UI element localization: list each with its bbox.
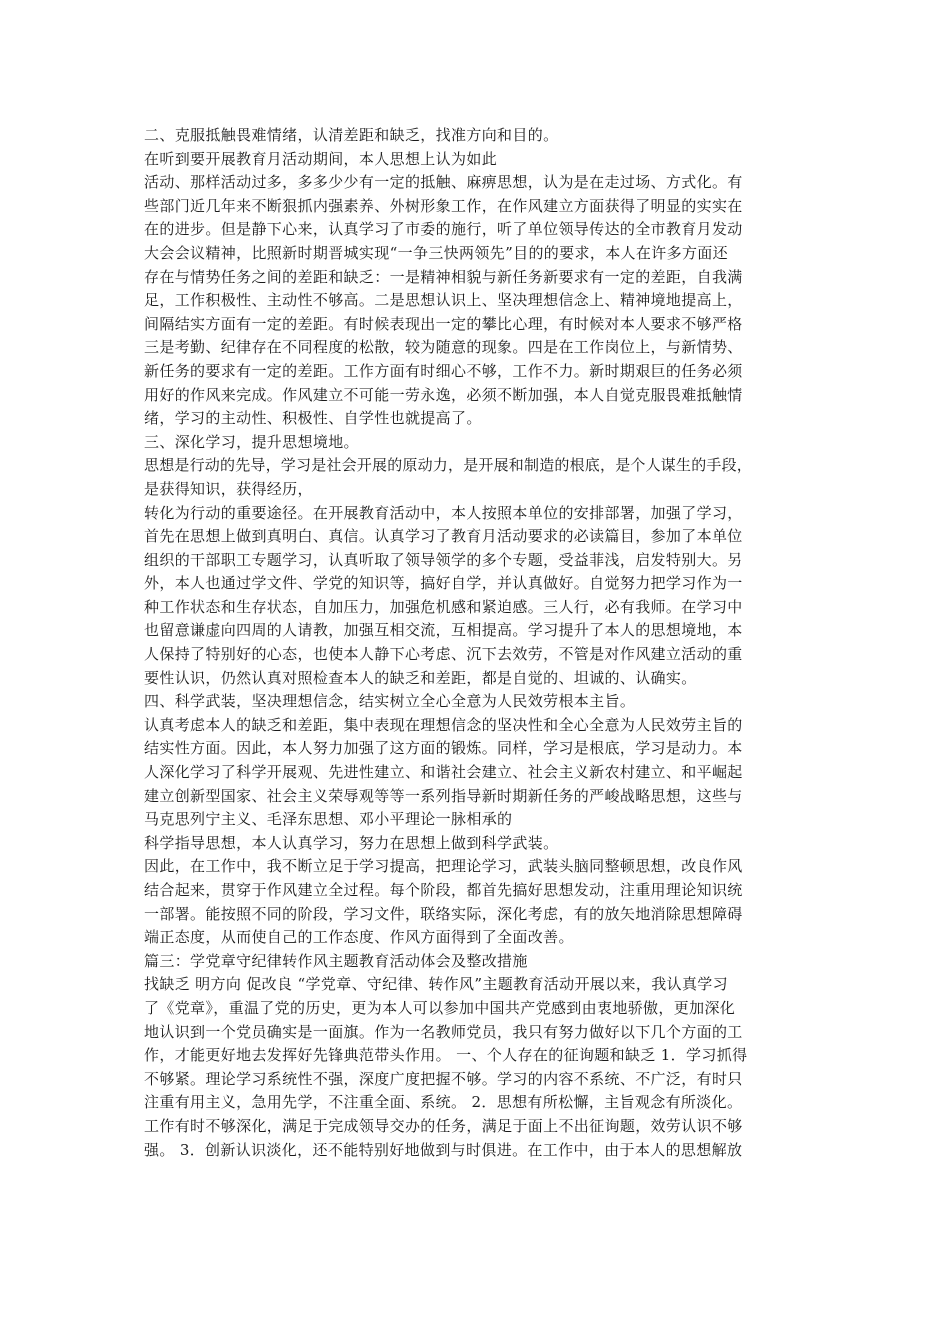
text-line: 科学指导思想，本人认真学习，努力在思想上做到科学武装。	[144, 833, 559, 852]
text-line: 种工作状态和生存状态，自加压力，加强危机感和紧迫感。三人行，必有我师。在学习中	[144, 597, 743, 616]
text-line: 结合起来，贯穿于作风建立全过程。每个阶段，都首先搞好思想发动，注重用理论知识统	[144, 881, 743, 899]
section-heading: 四、科学武装，坚决理想信念，结实树立全心全意为人民效劳根本主旨。	[144, 692, 636, 711]
text-line: 二、克服抵触畏难情绪，认清差距和缺乏，找准方向和目的。	[144, 126, 559, 144]
text-line: 转化为行动的重要途径。在开展教育活动中，本人按照本单位的安排部署，加强了学习，	[144, 503, 743, 522]
text-line: 端正态度，从而使自己的工作态度、作风方面得到了全面改善。	[144, 928, 574, 947]
text-line: 要性认识，仍然认真对照检查本人的缺乏和差距，都是自觉的、坦诚的、认确实。	[144, 668, 697, 687]
text-line: 找缺乏 明方向 促改良 “学党章、守纪律、转作风”主题教育活动开展以来，我认真学习	[144, 975, 728, 994]
text-line: 首先在思想上做到真明白、真信。认真学习了教育月活动要求的必读篇目，参加了本单位	[144, 527, 743, 546]
text-line: 人深化学习了科学开展观、先进性建立、和谐社会建立、社会主义新农村建立、和平崛起	[144, 763, 743, 782]
text-line: 绪，学习的主动性、积极性、自学性也就提高了。	[144, 409, 482, 428]
text-line: 活动、那样活动过多，多多少少有一定的抵触、麻痹思想，认为是在走过场、方式化。有	[144, 173, 743, 192]
text-line: 在的进步。但是静下心来，认真学习了市委的施行，听了单位领导传达的全市教育月发动	[144, 220, 743, 239]
article-title: 篇三：学党章守纪律转作风主题教育活动体会及整改措施	[144, 951, 528, 970]
text-line: 大会会议精神，比照新时期晋城实现“一争三快两领先”目的的要求，本人在许多方面还	[144, 243, 728, 262]
text-line: 组织的干部职工专题学习，认真听取了领导领学的多个专题，受益菲浅，启发特别大。另	[144, 550, 743, 569]
text-line: 建立创新型国家、社会主义荣辱观等等一系列指导新时期新任务的严峻战略思想，这些与	[144, 786, 743, 805]
text-line: 强。 3．创新认识淡化，还不能特别好地做到与时俱进。在工作中，由于本人的思想解放	[144, 1140, 743, 1159]
text-line: 新任务的要求有一定的差距。工作方面有时细心不够，工作不力。新时期艰巨的任务必须	[144, 361, 743, 380]
text-line: 思想是行动的先导，学习是社会开展的原动力，是开展和制造的根底，是个人谋生的手段，	[144, 456, 753, 475]
text-line: 认真考虑本人的缺乏和差距，集中表现在理想信念的坚决性和全心全意为人民效劳主旨的	[144, 715, 743, 734]
document-page	[144, 124, 824, 1162]
text-line: 三是考勤、纪律存在不同程度的松散，较为随意的现象。四是在工作岗位上，与新情势、	[144, 338, 743, 357]
text-line: 结实性方面。因此，本人努力加强了这方面的锻炼。同样，学习是根底，学习是动力。本	[144, 739, 743, 758]
text-line: 马克思列宁主义、毛泽东思想、邓小平理论一脉相承的	[144, 810, 513, 829]
text-line: 存在与情势任务之间的差距和缺乏：一是精神相貌与新任务新要求有一定的差距，自我满	[144, 267, 743, 286]
text-line: 不够紧。理论学习系统性不强，深度广度把握不够。学习的内容不系统、不广泛，有时只	[144, 1069, 743, 1088]
text-line: 地认识到一个党员确实是一面旗。作为一名教师党员，我只有努力做好以下几个方面的工	[144, 1022, 743, 1041]
section-heading: 三、深化学习，提升思想境地。	[144, 432, 359, 451]
text-line: 足，工作积极性、主动性不够高。二是思想认识上、坚决理想信念上、精神境地提高上，	[144, 291, 743, 310]
text-line: 间隔结实方面有一定的差距。有时候表现出一定的攀比心理，有时候对本人要求不够严格	[144, 314, 743, 333]
text-line: 外，本人也通过学文件、学党的知识等，搞好自学，并认真做好。自觉努力把学习作为一	[144, 574, 743, 593]
text-line: 一部署。能按照不同的阶段，学习文件，联络实际，深化考虑，有的放矢地消除思想障碍	[144, 904, 743, 923]
text-line: 些部门近几年来不断狠抓内强素养、外树形象工作，在作风建立方面获得了明显的实实在	[144, 196, 743, 215]
text-line: 也留意谦虚向四周的人请教，加强互相交流，互相提高。学习提升了本人的思想境地，本	[144, 621, 743, 640]
text-line: 工作有时不够深化，满足于完成领导交办的任务，满足于面上不出征询题，效劳认识不够	[144, 1116, 743, 1135]
text-line: 在听到要开展教育月活动期间，本人思想上认为如此	[144, 149, 498, 168]
text-line: 因此，在工作中，我不断立足于学习提高，把理论学习，武装头脑同整顿思想，改良作风	[144, 857, 743, 876]
text-line: 人保持了特别好的心态，也使本人静下心考虑、沉下去效劳，不管是对作风建立活动的重	[144, 645, 743, 664]
text-line: 注重有用主义，急用先学，不注重全面、系统。 2．思想有所松懈，主旨观念有所淡化。	[144, 1093, 743, 1112]
text-line: 作，才能更好地去发挥好先锋典范带头作用。 一、个人存在的征询题和缺乏 1．学习抓得	[144, 1046, 748, 1065]
text-line: 是获得知识，获得经历，	[144, 479, 313, 498]
text-line: 用好的作风来完成。作风建立不可能一劳永逸，必须不断加强，本人自觉克服畏难抵触情	[144, 385, 743, 404]
text-line: 了《党章》，重温了党的历史，更为本人可以参加中国共产党感到由衷地骄傲，更加深化	[144, 998, 736, 1017]
